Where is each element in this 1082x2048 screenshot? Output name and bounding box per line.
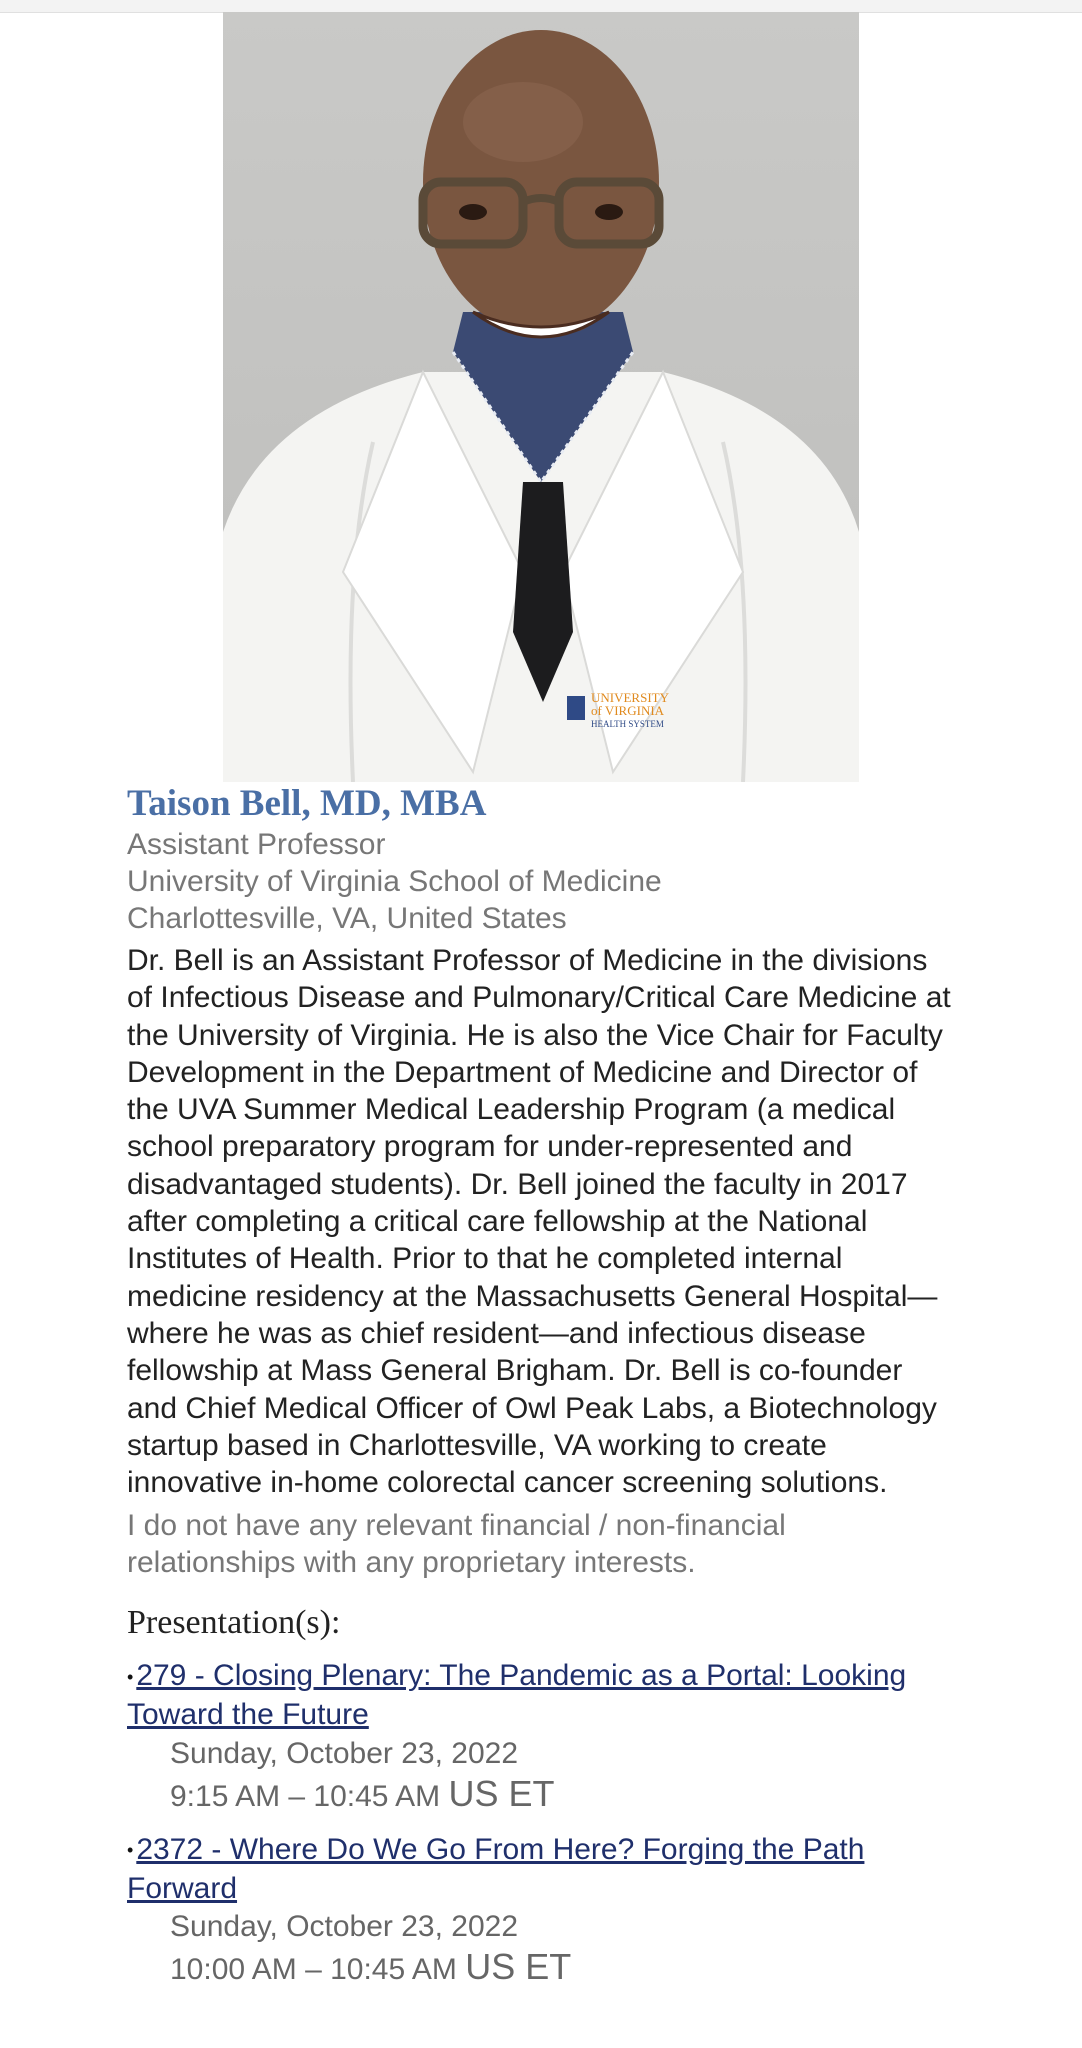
photo-logo-line2: of VIRGINIA [591, 703, 665, 718]
speaker-bio: Dr. Bell is an Assistant Professor of Medicine in the divisions of Infectious Disease and Pulmonary/Critical Care Medicine at the University of Virginia. He is also the Vice Chair for Faculty Development in the Department of Medicine and Director of the UVA Summer Medical Leadership Program (a medical school preparatory program for under-represented and disadvantaged students). Dr. Bell joined the faculty in 2017 after completing a critical care fellowship at the National Institutes of Health. Prior to that he completed internal medicine residency at the Massachusetts General Hospital—where he was as chief resident—and infectious disease fellowship at Mass General Brigham. Dr. Bell is co-founder and Chief Medical Officer of Owl Peak Labs, a Biotechnology startup based in Charlottesville, VA working to create innovative in-home colorectal cancer screening solutions. [127, 944, 951, 1500]
photo-logo-line3: HEALTH SYSTEM [591, 719, 664, 729]
speaker-profile [127, 782, 957, 1990]
photo-logo-line1: UNIVERSITY [591, 690, 669, 705]
bullet-icon: • [127, 1666, 134, 1687]
presentation-time-range: 10:00 AM – 10:45 AM [170, 1953, 457, 1987]
disclosure-statement: I do not have any relevant financial / non-financial relationships with any proprietary interests. [127, 1509, 786, 1580]
presentation-timezone: US ET [448, 1772, 555, 1814]
presentation-date: Sunday, October 23, 2022 [170, 1736, 519, 1770]
presentation-time [127, 1947, 957, 1990]
speaker-photo [223, 12, 859, 782]
presentation-link[interactable]: 279 - Closing Plenary: The Pandemic as a Portal: Looking Toward the Future [127, 1659, 907, 1732]
speaker-title: Assistant Professor [127, 828, 386, 861]
presentation-item [127, 1657, 957, 1816]
speaker-location: Charlottesville, VA, United States [127, 902, 567, 935]
presentation-date: Sunday, October 23, 2022 [170, 1910, 519, 1944]
speaker-name: Taison Bell, MD, MBA [127, 783, 487, 824]
presentations-heading: Presentation(s): [127, 1604, 341, 1642]
speaker-institution: University of Virginia School of Medicine [127, 865, 662, 898]
bullet-icon: • [127, 1840, 134, 1861]
presentation-link[interactable]: 2372 - Where Do We Go From Here? Forging the Path Forward [127, 1832, 865, 1905]
presentation-time-range: 9:15 AM – 10:45 AM [170, 1779, 441, 1813]
presentation-item [127, 1831, 957, 1990]
presentation-timezone: US ET [465, 1946, 572, 1988]
presentation-time [127, 1774, 957, 1817]
